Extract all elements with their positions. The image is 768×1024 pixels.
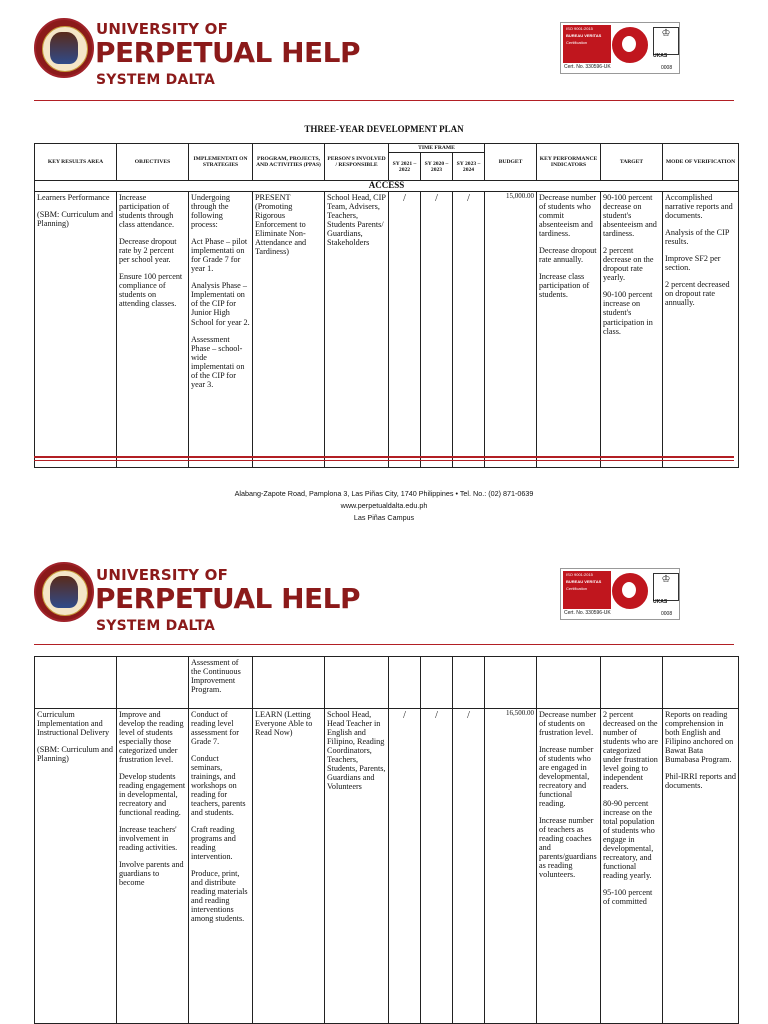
bureau-veritas-seal-icon [611, 572, 649, 610]
header-budget: BUDGET [485, 144, 537, 181]
list-item: 2 percent decrease on the dropout rate yearly. [603, 246, 654, 283]
list-item: Conduct of reading level assessment for Grade 7. [191, 710, 239, 747]
brand-line-2: PERPETUAL HELP [95, 36, 361, 69]
list-item: Phil-IRRI reports and documents. [665, 772, 736, 791]
list-item: 90-100 percent decrease on student's absenteeism and tardiness. [603, 193, 657, 239]
header-strategies: IMPLEMENTATI ON STRATEGIES [189, 144, 253, 181]
list-item: Conduct seminars, trainings, and workshops on reading for teachers, parents and students. [191, 754, 246, 818]
header-kpi: KEY PERFORMANCE INDICATORS [537, 144, 601, 181]
list-item: Decrease number of students who commit absenteeism and tardiness. [539, 193, 597, 239]
header-ppas: PROGRAM, PROJECTS, AND ACTIVITIES (PPAS) [253, 144, 325, 181]
cert-number: Cert. No. 330596-UK [564, 64, 611, 70]
list-item: Act Phase – pilot implementati on for Grade 7 for year 1. [191, 237, 248, 274]
list-item: Curriculum Implementation and Instructional Delivery [37, 710, 110, 738]
cell-strategies-continued [189, 657, 253, 709]
header-objectives: OBJECTIVES [117, 144, 189, 181]
cell-kpi [537, 192, 601, 468]
brand-line-3: SYSTEM DALTA [96, 618, 215, 634]
list-item: (SBM: Curriculum and Planning) [37, 210, 113, 229]
cert-bv-text: BUREAU VERITAS [566, 579, 602, 584]
header-divider [34, 644, 734, 645]
cell-sy-2: / [421, 192, 453, 468]
list-item: Decrease number of students on frustration level. [539, 710, 597, 738]
list-item: Increase number of students who are engaged in developmental, recreatory and functional reading. [539, 745, 594, 809]
cell-target [601, 709, 663, 1024]
footer-website: www.perpetualdalta.edu.ph [340, 501, 428, 510]
list-item: Analysis of the CIP results. [665, 228, 730, 247]
list-item: Craft reading programs and reading intervention. [191, 825, 236, 862]
list-item: (SBM: Curriculum and Planning) [37, 745, 113, 764]
list-item: 90-100 percent increase on student's participation in class. [603, 290, 653, 336]
table-row [35, 192, 739, 468]
cell-sy-1: / [389, 709, 421, 1024]
list-item: 2 percent decreased on dropout rate annually. [665, 280, 730, 308]
cell-objectives [117, 192, 189, 468]
list-item: Decrease dropout rate by 2 percent per school year. [119, 237, 177, 265]
ukas-label: UKAS [653, 53, 668, 59]
cell-sy-2: / [421, 709, 453, 1024]
cell-persons [325, 192, 389, 468]
list-item: School Head, CIP Team, Advisers, Teachers, Students Parents/ Guardians, Stakeholders [327, 193, 386, 248]
cell-budget: 15,000.00 [485, 192, 537, 468]
cell-kra [35, 192, 117, 468]
table-row [35, 709, 739, 1024]
list-item: Increase class participation of students. [539, 272, 590, 300]
cell-persons [325, 709, 389, 1024]
list-item: 2 percent decreased on the number of students who are categorized under frustration level going to independent readers. [603, 710, 659, 792]
table-row [35, 657, 739, 709]
header-target: TARGET [601, 144, 663, 181]
footer-address: Alabang-Zapote Road, Pamplona 3, Las Piñas City, 1740 Philippines • Tel. No.: (02) 871-0639 [234, 489, 534, 498]
footer-divider [34, 456, 734, 458]
brand-line-3: SYSTEM DALTA [96, 72, 215, 88]
header-sy-1: SY 2021 – 2022 [389, 153, 421, 181]
header-sy-2: SY 2020 – 2023 [421, 153, 453, 181]
header-divider [34, 100, 734, 101]
section-access: ACCESS [35, 181, 739, 192]
brand-line-1: UNIVERSITY OF [96, 20, 229, 38]
development-plan-table-continued [34, 656, 739, 1024]
list-item: School Head, Head Teacher in English and Filipino, Reading Coordinators, Teachers, Students, Parents, Guardians and Volunteers [327, 710, 386, 792]
university-seal-logo [34, 18, 94, 78]
cert-iso-text: ISO 9001:2015 [566, 26, 593, 31]
list-item: Develop students reading engagement in developmental, recreatory and functional reading. [119, 772, 186, 818]
list-item: Assessment of the Continuous Improvement Program. [191, 658, 241, 695]
ukas-crown-icon: ♔ [653, 573, 679, 601]
cell-ppas [253, 192, 325, 468]
cell-mov [663, 192, 739, 468]
header-mov: MODE OF VERIFICATION [663, 144, 739, 181]
ukas-number: 0008 [661, 65, 673, 71]
cell-budget: 16,500.00 [485, 709, 537, 1024]
list-item: Increase number of teachers as reading coaches and parents/guardians as reading volunteers. [539, 816, 597, 880]
list-item: Involve parents and guardians to become [119, 860, 184, 888]
university-seal-logo [34, 562, 94, 622]
cell-strategies [189, 192, 253, 468]
cell-sy-3: / [453, 709, 485, 1024]
list-item: Increase teachers' involvement in reading activities. [119, 825, 178, 853]
certification-badge [560, 568, 680, 620]
list-item: Learners Performance [37, 193, 110, 203]
footer-campus: Las Piñas Campus [353, 513, 415, 522]
list-item: Undergoing through the following process: [191, 193, 230, 230]
header-sy-3: SY 2023 – 2024 [453, 153, 485, 181]
cell-target [601, 192, 663, 468]
list-item: Ensure 100 percent compliance of students on attending classes. [119, 272, 183, 309]
ukas-label: UKAS [653, 599, 668, 605]
list-item: 95-100 percent of committed [603, 888, 653, 907]
header-kra: KEY RESULTS AREA [35, 144, 117, 181]
bureau-veritas-seal-icon [611, 26, 649, 64]
document-title: THREE-YEAR DEVELOPMENT PLAN [304, 124, 464, 134]
list-item: Decrease dropout rate annually. [539, 246, 597, 265]
cell-kpi [537, 709, 601, 1024]
cell-ppas [253, 709, 325, 1024]
brand-line-1: UNIVERSITY OF [96, 566, 229, 584]
list-item: Improve and develop the reading level of students especially those categorized under frustration level. [119, 710, 184, 765]
cell-objectives [117, 709, 189, 1024]
cell-mov [663, 709, 739, 1024]
certification-badge [560, 22, 680, 74]
list-item: Reports on reading comprehension in both English and Filipino anchored on Bawat Bata Bumabasa Program. [665, 710, 734, 765]
brand-line-2: PERPETUAL HELP [95, 582, 361, 615]
development-plan-table [34, 143, 739, 468]
cell-sy-3: / [453, 192, 485, 468]
cell-kra [35, 709, 117, 1024]
list-item: Improve SF2 per section. [665, 254, 721, 273]
ukas-number: 0008 [661, 611, 673, 617]
cert-bv-text: BUREAU VERITAS [566, 33, 602, 38]
footer-divider-thin [34, 460, 734, 461]
cert-cert-text: Certification [566, 586, 588, 591]
list-item: 80-90 percent increase on the total population of students who engage in developmental, recreatory, and functional reading yearly. [603, 799, 655, 881]
list-item: Accomplished narrative reports and documents. [665, 193, 733, 221]
list-item: PRESENT (Promoting Rigorous Enforcement to Eliminate Non-Attendance and Tardiness) [255, 193, 307, 257]
ukas-crown-icon: ♔ [653, 27, 679, 55]
header-time-frame: TIME FRAME [389, 144, 485, 153]
list-item: Analysis Phase – Implementati on of the CIP for Junior High School for year 2. [191, 281, 250, 327]
list-item: Assessment Phase – school-wide implementati on of the CIP for year 3. [191, 334, 245, 389]
cert-iso-text: ISO 9001:2015 [566, 572, 593, 577]
cell-strategies [189, 709, 253, 1024]
cert-number: Cert. No. 330596-UK [564, 610, 611, 616]
list-item: Produce, print, and distribute reading materials and reading interventions among students. [191, 869, 248, 924]
cert-cert-text: Certification [566, 40, 588, 45]
list-item: LEARN (Letting Everyone Able to Read Now) [255, 710, 313, 738]
cell-sy-1: / [389, 192, 421, 468]
header-persons: PERSON'S INVOLVED / RESPONSIBLE [325, 144, 389, 181]
list-item: Increase participation of students through class attendance. [119, 193, 175, 230]
